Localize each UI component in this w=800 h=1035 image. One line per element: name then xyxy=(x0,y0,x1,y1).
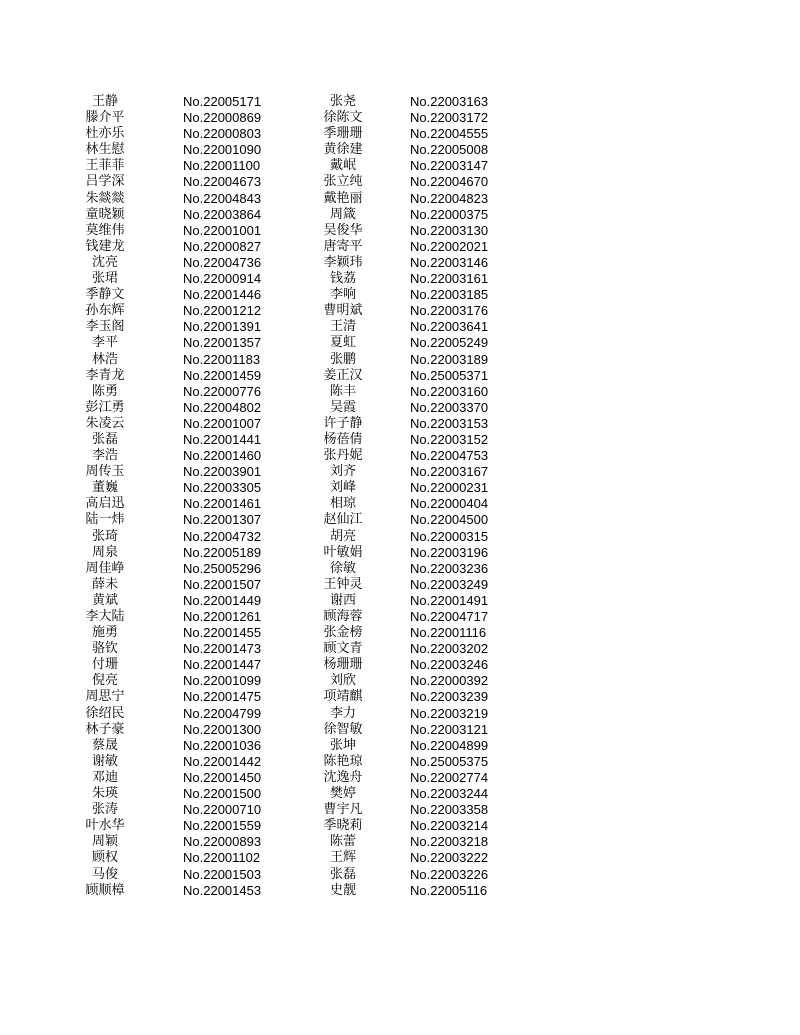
left-code: No.22005189 xyxy=(183,544,262,560)
right-code: No.22003641 xyxy=(410,319,489,335)
list-row xyxy=(0,239,800,255)
right-name: 张立纯 xyxy=(323,174,363,190)
list-row xyxy=(0,786,800,802)
right-code: No.22005008 xyxy=(410,142,489,158)
right-name: 徐智敏 xyxy=(323,721,363,737)
left-name: 薛未 xyxy=(91,576,118,592)
list-row xyxy=(0,689,800,705)
list-row xyxy=(0,754,800,770)
left-name: 滕介平 xyxy=(85,110,125,126)
left-code: No.22001450 xyxy=(183,769,262,785)
left-name: 童晓颖 xyxy=(85,206,125,222)
left-name: 周传玉 xyxy=(85,464,125,480)
right-name: 周箴 xyxy=(329,206,356,222)
list-row xyxy=(0,158,800,174)
left-code: No.22001503 xyxy=(183,866,262,882)
right-code: No.22003219 xyxy=(410,705,489,721)
right-name: 李响 xyxy=(329,287,356,303)
left-code: No.22001473 xyxy=(183,641,262,657)
right-code: No.22003214 xyxy=(410,818,489,834)
left-name: 倪亮 xyxy=(91,673,118,689)
left-name: 季静文 xyxy=(85,287,125,303)
list-row xyxy=(0,287,800,303)
right-name: 项靖麒 xyxy=(323,689,363,705)
left-code: No.22001391 xyxy=(183,319,262,335)
list-row xyxy=(0,416,800,432)
right-name: 姜正汉 xyxy=(323,367,363,383)
right-name: 陈丰 xyxy=(329,383,356,399)
left-name: 邓迪 xyxy=(91,769,118,785)
left-code: No.22001001 xyxy=(183,222,262,238)
left-code: No.22001453 xyxy=(183,882,262,898)
left-code: No.22001300 xyxy=(183,721,262,737)
left-code: No.22001559 xyxy=(183,818,262,834)
right-code: No.22003160 xyxy=(410,383,489,399)
name-code-list xyxy=(0,94,800,899)
left-name: 张磊 xyxy=(91,431,118,447)
list-row xyxy=(0,384,800,400)
list-row xyxy=(0,335,800,351)
list-row xyxy=(0,207,800,223)
left-code: No.22001461 xyxy=(183,496,262,512)
left-name: 高启迅 xyxy=(85,496,125,512)
list-row xyxy=(0,545,800,561)
right-name: 曹宇凡 xyxy=(323,802,363,818)
left-code: No.22001449 xyxy=(183,592,262,608)
list-row xyxy=(0,174,800,190)
right-code: No.22003152 xyxy=(410,431,489,447)
left-name: 周思宁 xyxy=(85,689,125,705)
right-code: No.22003121 xyxy=(410,721,489,737)
right-code: No.22003153 xyxy=(410,415,489,431)
list-row xyxy=(0,110,800,126)
right-code: No.22004555 xyxy=(410,126,489,142)
left-code: No.22001442 xyxy=(183,753,262,769)
right-name: 陈艳琼 xyxy=(323,753,363,769)
right-code: No.22003222 xyxy=(410,850,489,866)
right-name: 胡亮 xyxy=(329,528,356,544)
left-code: No.22001183 xyxy=(183,351,261,367)
left-code: No.22004736 xyxy=(183,254,262,270)
right-code: No.22003239 xyxy=(410,689,489,705)
right-code: No.22004500 xyxy=(410,512,489,528)
list-row xyxy=(0,480,800,496)
left-name: 李大陆 xyxy=(85,609,125,624)
right-code: No.22003167 xyxy=(410,464,489,480)
left-name: 付珊 xyxy=(91,657,118,673)
left-name: 杜亦乐 xyxy=(85,126,125,142)
left-name: 徐绍民 xyxy=(85,705,125,721)
list-row xyxy=(0,432,800,448)
right-code: No.22004899 xyxy=(410,737,489,753)
left-name: 孙东辉 xyxy=(85,303,125,319)
right-code: No.22005116 xyxy=(410,882,488,898)
left-code: No.22001446 xyxy=(183,287,262,303)
right-name: 徐陈文 xyxy=(323,110,363,126)
left-code: No.25005296 xyxy=(183,560,262,576)
left-code: No.22001036 xyxy=(183,737,262,753)
left-name: 叶水华 xyxy=(85,818,125,834)
right-code: No.22000315 xyxy=(410,528,489,544)
list-row xyxy=(0,191,800,207)
left-code: No.22004799 xyxy=(183,705,262,721)
right-name: 钱荔 xyxy=(329,271,356,287)
list-row xyxy=(0,738,800,754)
left-code: No.22001459 xyxy=(183,367,262,383)
list-row xyxy=(0,464,800,480)
right-code: No.22003176 xyxy=(410,303,489,319)
left-code: No.22001099 xyxy=(183,673,262,689)
list-row xyxy=(0,223,800,239)
right-name: 刘齐 xyxy=(329,464,356,480)
left-code: No.22001212 xyxy=(183,303,262,319)
list-row xyxy=(0,657,800,673)
right-code: No.22003189 xyxy=(410,351,489,367)
list-row xyxy=(0,802,800,818)
right-name: 王清 xyxy=(329,319,356,335)
list-row xyxy=(0,496,800,512)
list-row xyxy=(0,400,800,416)
right-name: 季珊珊 xyxy=(323,126,363,142)
right-name: 赵仙江 xyxy=(323,512,363,528)
right-code: No.22003236 xyxy=(410,560,489,576)
right-code: No.22003218 xyxy=(410,834,489,850)
list-row xyxy=(0,722,800,738)
list-row xyxy=(0,319,800,335)
right-name: 张丹妮 xyxy=(323,448,363,464)
list-row xyxy=(0,834,800,850)
right-name: 夏虹 xyxy=(329,335,356,351)
right-name: 李力 xyxy=(329,705,356,721)
left-code: No.22003901 xyxy=(183,464,262,480)
left-code: No.22001102 xyxy=(183,850,261,866)
right-code: No.22003196 xyxy=(410,544,489,560)
right-code: No.22000231 xyxy=(410,480,489,496)
right-name: 叶敏娟 xyxy=(323,544,363,560)
left-code: No.22001441 xyxy=(183,431,262,447)
left-code: No.22000803 xyxy=(183,126,262,142)
left-code: No.22003305 xyxy=(183,480,262,496)
left-code: No.22001100 xyxy=(183,158,261,174)
right-name: 顾文青 xyxy=(323,641,363,657)
right-code: No.22003246 xyxy=(410,657,489,673)
right-code: No.22004717 xyxy=(410,609,489,624)
left-code: No.22003864 xyxy=(183,206,262,222)
left-name: 张珺 xyxy=(91,271,118,287)
right-code: No.22000392 xyxy=(410,673,489,689)
list-row xyxy=(0,512,800,528)
right-code: No.22000375 xyxy=(410,206,489,222)
left-name: 谢敏 xyxy=(91,753,118,769)
right-code: No.22003244 xyxy=(410,786,489,802)
right-code: No.22001491 xyxy=(410,592,489,608)
left-name: 王菲菲 xyxy=(85,158,125,174)
left-code: No.22000710 xyxy=(183,802,262,818)
right-code: No.22003146 xyxy=(410,254,489,270)
left-name: 周颖 xyxy=(91,834,118,850)
left-name: 李平 xyxy=(91,335,118,351)
right-code: No.22003130 xyxy=(410,222,489,238)
left-name: 钱建龙 xyxy=(85,238,125,254)
left-name: 彭江勇 xyxy=(85,399,125,415)
left-name: 林生慰 xyxy=(85,142,125,158)
left-code: No.22001460 xyxy=(183,448,262,464)
left-code: No.22004843 xyxy=(183,190,262,206)
right-code: No.22003161 xyxy=(410,271,489,287)
right-code: No.25005375 xyxy=(410,753,489,769)
right-name: 徐敏 xyxy=(329,560,356,576)
list-row xyxy=(0,625,800,641)
right-code: No.22003185 xyxy=(410,287,489,303)
left-name: 王静 xyxy=(91,94,118,109)
left-code: No.22005171 xyxy=(183,94,262,109)
left-code: No.22001357 xyxy=(183,335,262,351)
left-code: No.22004802 xyxy=(183,399,262,415)
left-name: 沈亮 xyxy=(91,254,118,270)
right-name: 相琼 xyxy=(329,496,356,512)
right-name: 曹明斌 xyxy=(323,303,363,319)
left-code: No.22001307 xyxy=(183,512,262,528)
list-row xyxy=(0,818,800,834)
left-code: No.22001447 xyxy=(183,657,262,673)
right-code: No.22002774 xyxy=(410,769,489,785)
right-name: 陈蕾 xyxy=(329,834,356,850)
list-row xyxy=(0,271,800,287)
left-name: 李玉阁 xyxy=(85,319,125,335)
list-row xyxy=(0,850,800,866)
right-code: No.25005371 xyxy=(410,367,489,383)
left-code: No.22001261 xyxy=(183,609,262,624)
left-name: 黄斌 xyxy=(91,592,118,608)
right-code: No.22003163 xyxy=(410,94,489,109)
left-name: 董巍 xyxy=(91,480,118,496)
left-name: 朱燚燚 xyxy=(85,190,125,206)
right-name: 张尧 xyxy=(329,94,356,109)
right-code: No.22004823 xyxy=(410,190,489,206)
right-code: No.22003147 xyxy=(410,158,489,174)
right-name: 樊婷 xyxy=(329,786,356,802)
list-row xyxy=(0,641,800,657)
list-row xyxy=(0,142,800,158)
right-name: 张金榜 xyxy=(323,625,363,641)
left-code: No.22000893 xyxy=(183,834,262,850)
right-name: 季晓莉 xyxy=(323,818,363,834)
left-name: 施勇 xyxy=(91,625,118,641)
left-code: No.22000914 xyxy=(183,271,262,287)
right-name: 沈逸舟 xyxy=(323,769,363,785)
list-row xyxy=(0,706,800,722)
left-name: 马俊 xyxy=(91,866,118,882)
right-code: No.22001116 xyxy=(410,625,487,641)
right-name: 戴艳丽 xyxy=(323,190,363,206)
right-code: No.22003358 xyxy=(410,802,489,818)
right-name: 许子静 xyxy=(323,415,363,431)
list-row xyxy=(0,352,800,368)
list-row xyxy=(0,593,800,609)
list-row xyxy=(0,561,800,577)
left-code: No.22004732 xyxy=(183,528,262,544)
right-name: 张坤 xyxy=(329,737,356,753)
right-name: 唐寄平 xyxy=(323,238,363,254)
list-row xyxy=(0,867,800,883)
left-name: 林浩 xyxy=(91,351,118,367)
left-name: 周佳峥 xyxy=(85,560,125,576)
right-name: 戴岷 xyxy=(329,158,356,174)
left-code: No.22001090 xyxy=(183,142,262,158)
list-row xyxy=(0,577,800,593)
left-code: No.22001475 xyxy=(183,689,262,705)
left-code: No.22001455 xyxy=(183,625,262,641)
list-row xyxy=(0,126,800,142)
left-name: 朱凌云 xyxy=(85,415,125,431)
left-name: 莫维伟 xyxy=(85,222,125,238)
right-name: 谢西 xyxy=(329,592,356,608)
right-name: 顾海蓉 xyxy=(323,609,363,624)
right-code: No.22003370 xyxy=(410,399,489,415)
left-code: No.22001500 xyxy=(183,786,262,802)
right-name: 杨珊珊 xyxy=(323,657,363,673)
right-code: No.22003202 xyxy=(410,641,489,657)
right-code: No.22003249 xyxy=(410,576,489,592)
right-name: 吴俊华 xyxy=(323,222,363,238)
right-name: 吴霞 xyxy=(329,399,356,415)
left-code: No.22000827 xyxy=(183,238,262,254)
left-name: 林子豪 xyxy=(85,721,125,737)
list-row xyxy=(0,673,800,689)
list-row xyxy=(0,255,800,271)
left-code: No.22001007 xyxy=(183,415,262,431)
left-code: No.22000869 xyxy=(183,110,262,126)
left-name: 李青龙 xyxy=(85,367,125,383)
right-code: No.22004670 xyxy=(410,174,489,190)
left-name: 周泉 xyxy=(91,544,118,560)
right-name: 张鹏 xyxy=(329,351,356,367)
right-code: No.22000404 xyxy=(410,496,489,512)
list-row xyxy=(0,94,800,110)
right-name: 黄徐建 xyxy=(323,142,363,158)
left-name: 李浩 xyxy=(91,448,118,464)
left-name: 顾顺樟 xyxy=(85,882,125,898)
list-row xyxy=(0,529,800,545)
right-name: 李颖玮 xyxy=(323,254,363,270)
left-code: No.22001507 xyxy=(183,576,262,592)
right-name: 张磊 xyxy=(329,866,356,882)
list-row xyxy=(0,770,800,786)
list-row xyxy=(0,303,800,319)
left-name: 顾权 xyxy=(91,850,118,866)
list-row xyxy=(0,609,800,625)
left-name: 陈勇 xyxy=(91,383,118,399)
right-name: 刘欣 xyxy=(329,673,356,689)
right-code: No.22003172 xyxy=(410,110,489,126)
right-code: No.22003226 xyxy=(410,866,489,882)
right-name: 史靓 xyxy=(329,882,356,898)
right-code: No.22004753 xyxy=(410,448,489,464)
left-name: 张琦 xyxy=(91,528,118,544)
right-code: No.22005249 xyxy=(410,335,489,351)
right-code: No.22002021 xyxy=(410,238,489,254)
left-code: No.22000776 xyxy=(183,383,262,399)
right-name: 王辉 xyxy=(329,850,356,866)
left-name: 蔡晟 xyxy=(91,737,118,753)
left-name: 张涛 xyxy=(91,802,118,818)
right-name: 刘峰 xyxy=(329,480,356,496)
list-row xyxy=(0,368,800,384)
list-row xyxy=(0,448,800,464)
left-name: 骆钦 xyxy=(91,641,118,657)
left-name: 吕学深 xyxy=(85,174,125,190)
right-name: 王钟灵 xyxy=(323,576,363,592)
left-code: No.22004673 xyxy=(183,174,262,190)
left-name: 陆一炜 xyxy=(85,512,125,528)
right-name: 杨蓓倩 xyxy=(323,431,363,447)
list-row xyxy=(0,883,800,899)
left-name: 朱瑛 xyxy=(91,786,118,802)
